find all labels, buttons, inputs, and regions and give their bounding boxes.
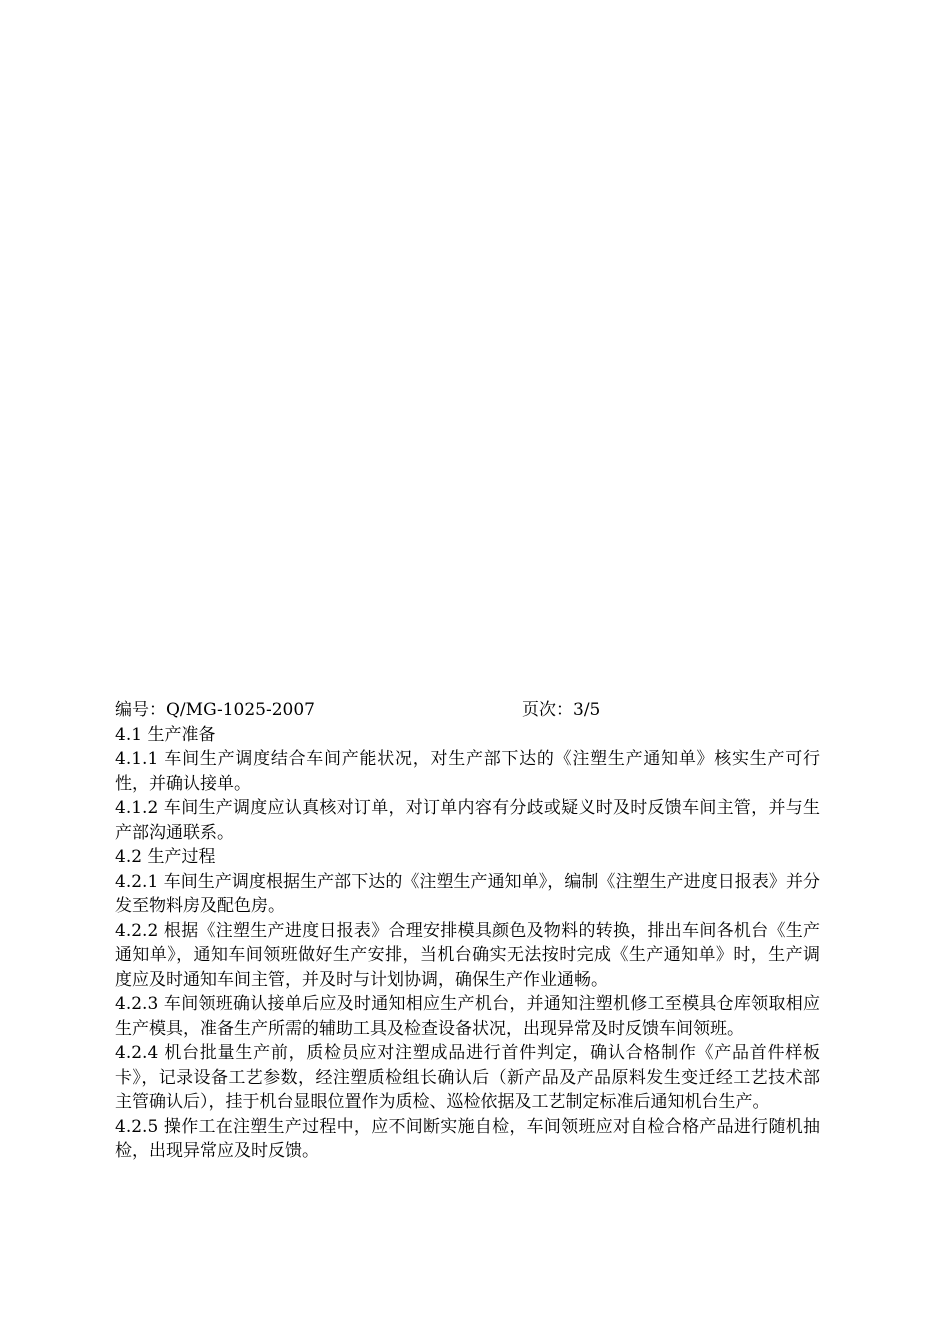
- paragraph-4-2-4: 4.2.4 机台批量生产前，质检员应对注塑成品进行首件判定，确认合格制作《产品首件样板卡》，记录设备工艺参数，经注塑质检组长确认后（新产品及产品原料发生变迁经工艺技术部主管确认后），挂于机台显眼位置作为质检、巡检依据及工艺制定标准后通知机台生产。: [115, 1043, 820, 1112]
- paragraph-4-1-1: 4.1.1 车间生产调度结合车间产能状况，对生产部下达的《注塑生产通知单》核实生产可行性，并确认接单。: [115, 749, 820, 794]
- document-page: [115, 698, 820, 1164]
- section-heading-4-1: 4.1 生产准备: [115, 724, 216, 745]
- document-header: [115, 698, 820, 723]
- paragraph-4-2-1: 4.2.1 车间生产调度根据生产部下达的《注塑生产通知单》，编制《注塑生产进度日报表》并分发至物料房及配色房。: [115, 871, 820, 916]
- paragraph-4-1-2: 4.1.2 车间生产调度应认真核对订单，对订单内容有分歧或疑义时及时反馈车间主管，并与生产部沟通联系。: [115, 798, 820, 843]
- document-code: 编号：Q/MG-1025-2007: [115, 700, 315, 720]
- section-heading-4-2: 4.2 生产过程: [115, 847, 216, 867]
- paragraph-4-2-3: 4.2.3 车间领班确认接单后应及时通知相应生产机台，并通知注塑机修工至模具仓库领取相应生产模具，准备生产所需的辅助工具及检查设备状况，出现异常及时反馈车间领班。: [115, 994, 820, 1039]
- paragraph-4-2-2: 4.2.2 根据《注塑生产进度日报表》合理安排模具颜色及物料的转换，排出车间各机台《生产通知单》，通知车间领班做好生产安排，当机台确实无法按时完成《生产通知单》时，生产调度应及时通知车间主管，并及时与计划协调，确保生产作业通畅。: [115, 920, 820, 990]
- paragraph-4-2-5: 4.2.5 操作工在注塑生产过程中，应不间断实施自检，车间领班应对自检合格产品进行随机抽检，出现异常应及时反馈。: [115, 1116, 820, 1161]
- page-number: 页次：3/5: [522, 700, 601, 720]
